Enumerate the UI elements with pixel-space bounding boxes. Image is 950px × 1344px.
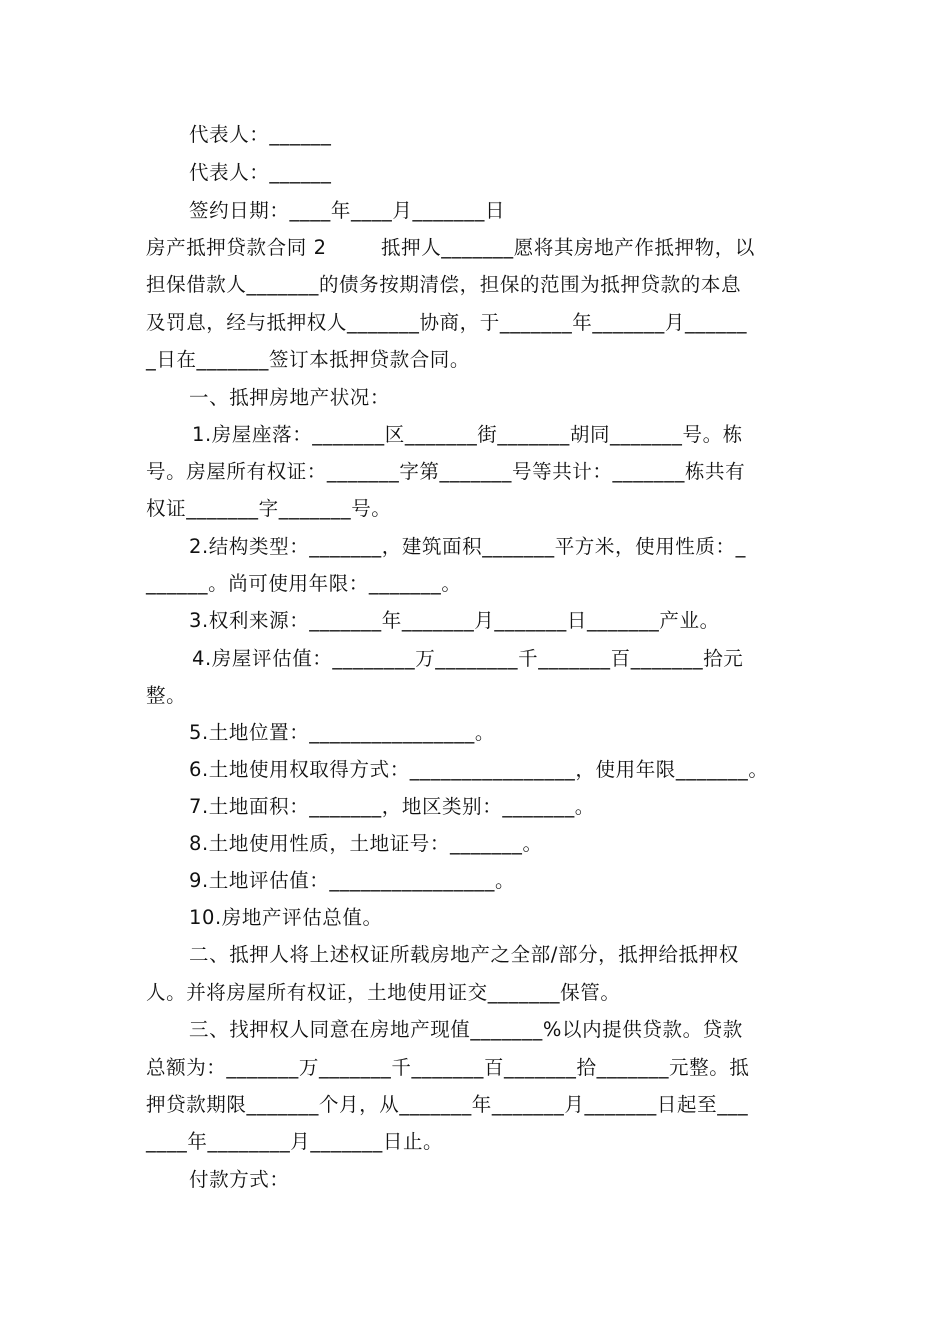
text-line: 整。 <box>146 684 187 707</box>
section-3-line: 三、找押权人同意在房地产现值_______%以内提供贷款。贷款 <box>189 1018 743 1041</box>
text-line: ____年________月_______日止。 <box>146 1130 444 1153</box>
text-line: 及罚息，经与抵押权人_______协商，于_______年_______月______ <box>146 311 748 334</box>
item-7-line: 7.土地面积：_______，地区类别：_______。 <box>189 795 595 818</box>
item-1-line: 1.房屋座落：_______区_______街_______胡同_______号。栋 <box>192 423 743 446</box>
text-line: 权证_______字_______号。 <box>146 497 392 520</box>
text-line: 总额为：_______万_______千_______百_______拾_______元整。抵 <box>146 1056 750 1079</box>
item-5-line: 5.土地位置：________________。 <box>189 721 496 744</box>
signing-date-line: 签约日期：____年____月_______日 <box>189 199 506 222</box>
representative-line-1: 代表人：______ <box>189 123 332 146</box>
text-line: 号。房屋所有权证：_______字第_______号等共计：_______栋共有 <box>146 460 746 483</box>
item-4-line: 4.房屋评估值：________万________千_______百_______拾元 <box>192 647 744 670</box>
section-2-line: 二、抵押人将上述权证所载房地产之全部/部分，抵押给抵押权 <box>189 943 739 966</box>
contract-heading-line: 房产抵押贷款合同 2 抵押人_______愿将其房地产作抵押物，以 <box>146 236 755 259</box>
text-line: 担保借款人_______的债务按期清偿，担保的范围为抵押贷款的本息 <box>146 273 742 296</box>
item-2-line: 2.结构类型：_______，建筑面积_______平方米，使用性质：_ <box>189 535 746 558</box>
item-8-line: 8.土地使用性质，土地证号：_______。 <box>189 832 543 855</box>
item-9-line: 9.土地评估值：________________。 <box>189 869 516 892</box>
representative-line-2: 代表人：______ <box>189 161 332 184</box>
text-line: _日在_______签订本抵押贷款合同。 <box>146 348 470 371</box>
item-3-line: 3.权利来源：_______年_______月_______日_______产业。 <box>189 609 720 632</box>
payment-method-line: 付款方式： <box>189 1168 290 1191</box>
text-line: 押贷款期限_______个月，从_______年_______月_______日起至___ <box>146 1093 749 1116</box>
text-line: ______。尚可使用年限：_______。 <box>146 572 462 595</box>
item-10-line: 10.房地产评估总值。 <box>189 906 383 929</box>
text-line: 人。并将房屋所有权证，土地使用证交_______保管。 <box>146 981 621 1004</box>
section-1-heading: 一、抵押房地产状况： <box>189 386 391 409</box>
item-6-line: 6.土地使用权取得方式：________________，使用年限_______。 <box>189 758 769 781</box>
